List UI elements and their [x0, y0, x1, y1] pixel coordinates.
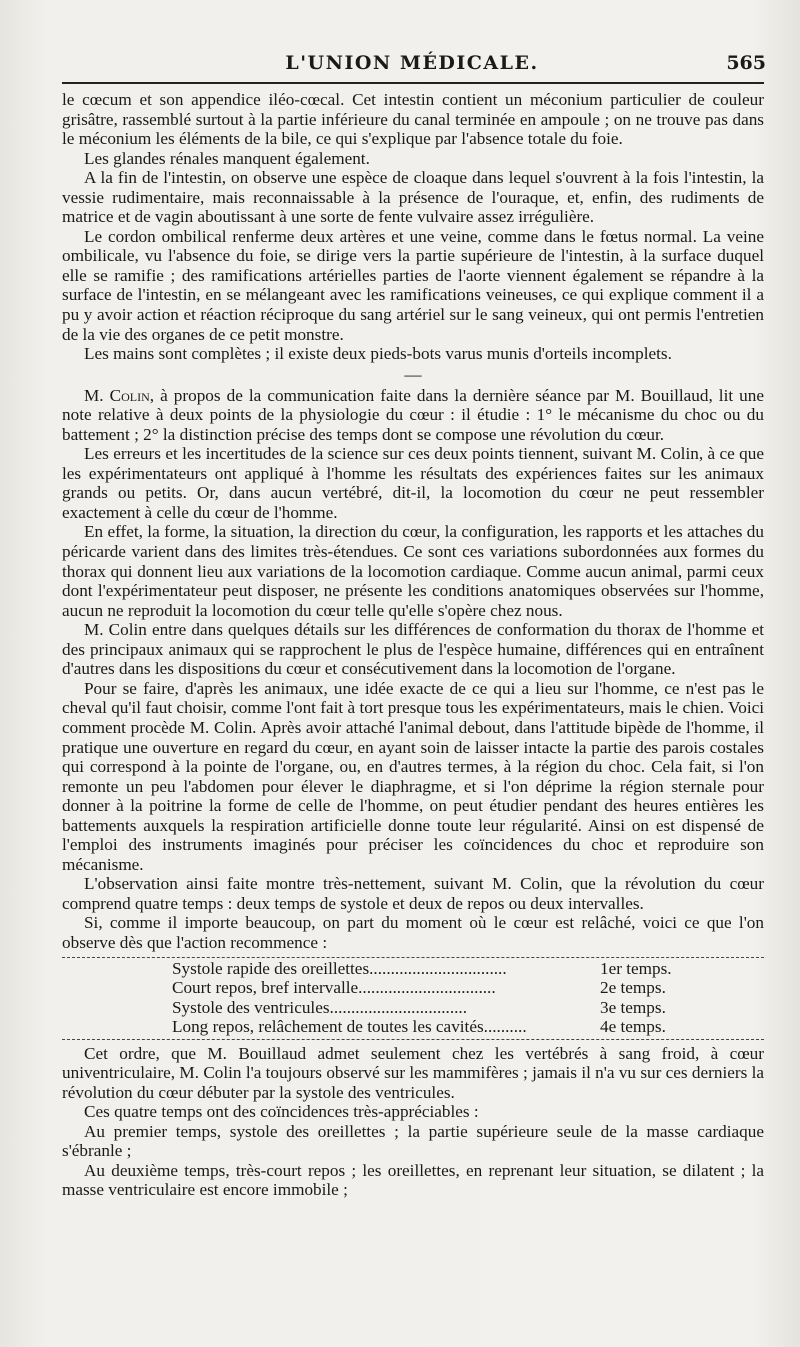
table-row: [62, 978, 764, 998]
paragraph: En effet, la forme, la situation, la direction du cœur, la configuration, les rapports et les attaches du péricarde varient dans des limites très-étendues. Ce sont ces variations subordonnées aux formes du thorax qui donnent lieu aux variations de la locomotion cardiaque. Comme aucun animal, parmi ceux dont l'expérimentateur peut disposer, ne présente les conditions anatomiques observées sur l'homme, aucun ne reproduit la locomotion du cœur telle qu'elle s'opère chez nous.: [62, 522, 764, 620]
table-row-value: 1er temps.: [600, 958, 672, 978]
table-row-value: 3e temps.: [600, 997, 666, 1017]
table-row: [62, 1017, 764, 1037]
table-row-value: 2e temps.: [600, 978, 666, 998]
timing-table: [62, 957, 764, 1040]
paragraph: Au premier temps, systole des oreillettes ; la partie supérieure seule de la masse cardiaque s'ébranle ;: [62, 1121, 764, 1161]
paragraph: Si, comme il importe beaucoup, on part du moment où le cœur est relâché, voici ce que l'on observe dès que l'action recommence :: [62, 913, 764, 952]
page-header: [62, 52, 766, 78]
body-text: [62, 90, 764, 1200]
table-row-value: 4e temps.: [600, 1017, 666, 1037]
page-number: 565: [726, 52, 766, 74]
paragraph: Les erreurs et les incertitudes de la science sur ces deux points tiennent, suivant M. Colin, à ce que les expérimentateurs ont appliqué à l'homme les résultats des expériences faites sur les animaux grands ou petits. Or, dans aucun vertébré, dit-il, la locomotion du cœur ne peut ressembler exactement à celle du cœur de l'homme.: [62, 444, 764, 522]
header-rule: [62, 82, 764, 84]
paragraph: Cet ordre, que M. Bouillaud admet seulement chez les vertébrés à sang froid, à cœur univentriculaire, M. Colin l'a toujours observé sur les mammifères ; jamais il n'a vu sur ces derniers la révolution du cœur débuter par la systole des ventricules.: [62, 1043, 764, 1102]
table-row: [62, 959, 764, 979]
paragraph: A la fin de l'intestin, on observe une espèce de cloaque dans lequel s'ouvrent à la fois l'intestin, la vessie rudimentaire, mais reconnaissable à la présence de l'ouraque, et, enfin, des rudiments de matrice et de vagin aboutissant à une sorte de fente vulvaire assez irrégulière.: [62, 168, 764, 227]
table-row: [62, 998, 764, 1018]
paragraph: Au deuxième temps, très-court repos ; les oreillettes, en reprenant leur situation, se dilatent ; la masse ventriculaire est encore immobile ;: [62, 1160, 764, 1200]
paragraph: L'observation ainsi faite montre très-nettement, suivant M. Colin, que la révolution du cœur comprend quatre temps : deux temps de systole et deux de repos ou deux intervalles.: [62, 874, 764, 913]
table-row-label: Long repos, relâchement de toutes les cavités..........: [172, 1017, 527, 1037]
table-row-label: Systole des ventricules................................: [172, 997, 468, 1017]
running-title: L'UNION MÉDICALE.: [285, 52, 539, 74]
paragraph-colin-intro: [62, 386, 764, 445]
paragraph: Ces quatre temps ont des coïncidences très-appréciables :: [84, 1102, 479, 1122]
paragraph: Les mains sont complètes ; il existe deux pieds-bots varus munis d'orteils incomplets.: [84, 344, 672, 364]
paragraph: Pour se faire, d'après les animaux, une idée exacte de ce qui a lieu sur l'homme, ce n'est pas le cheval qu'il faut choisir, comme l'ont fait à tort presque tous les expérimentateurs, mais le chien. Voici comment procède M. Colin. Après avoir attaché l'animal debout, dans l'attitude bipède de l'homme, il pratique une ouverture en regard du cœur, en ayant soin de laisser intacte la partie des parois costales qui correspond à la pointe de l'organe, ou, en d'autres termes, à la région du choc. Cela fait, si l'on remonte un peu l'abdomen pour élever le diaphragme, et si l'on déprime la région sternale pour donner à la poitrine la forme de celle de l'homme, on peut étudier pendant des heures entières les battements auxquels la respiration artificielle donne toute leur régularité. Ainsi on est dispensé de l'emploi des instruments imaginés pour préciser les coïncidences du choc et reproduire son mécanisme.: [62, 678, 764, 874]
paragraph-text: , à propos de la communication faite dans la dernière séance par M. Bouillaud, lit une note relative à deux points de la physiologie du cœur : il étudie : 1° le mécanisme du choc ou du battement ; 2° la distinction précise des temps dont se compose une révolution du cœur.: [62, 385, 764, 444]
table-row-label: Court repos, bref intervalle................................: [172, 978, 496, 998]
speaker-prefix: M.: [84, 385, 104, 405]
paragraph: le cœcum et son appendice iléo-cœcal. Cet intestin contient un méconium particulier de couleur grisâtre, rassemblé surtout à la partie inférieure du canal terminée en ampoule ; on ne trouve pas dans le méconium les éléments de la bile, ce qui s'explique par l'absence totale du foie.: [62, 90, 764, 149]
paragraph: M. Colin entre dans quelques détails sur les différences de conformation du thorax de l'homme et des principaux animaux qui se rapprochent le plus de l'espèce humaine, différences qui en entraînent d'autres dans les dispositions du cœur et consécutivement dans la locomotion de l'organe.: [62, 620, 764, 679]
table-row-label: Systole rapide des oreillettes................................: [172, 958, 507, 978]
paragraph: Le cordon ombilical renferme deux artères et une veine, comme dans le fœtus normal. La veine ombilicale, vu l'absence du foie, se dirige vers la partie supérieure de l'intestin, à la surface duquel elle se ramifie ; des ramifications artérielles parties de l'aorte viennent également se répandre à la surface de l'intestin, en se mélangeant avec les ramifications veineuses, ce qui explique comment il a pu y avoir action et réaction réciproque du sang artériel sur le sang veineux, qui ont permis l'entretien de la vie des organes de ce petit monstre.: [62, 226, 764, 344]
speaker-name: Colin: [109, 385, 150, 405]
paragraph: Les glandes rénales manquent également.: [84, 148, 370, 168]
section-separator: —: [404, 364, 422, 384]
